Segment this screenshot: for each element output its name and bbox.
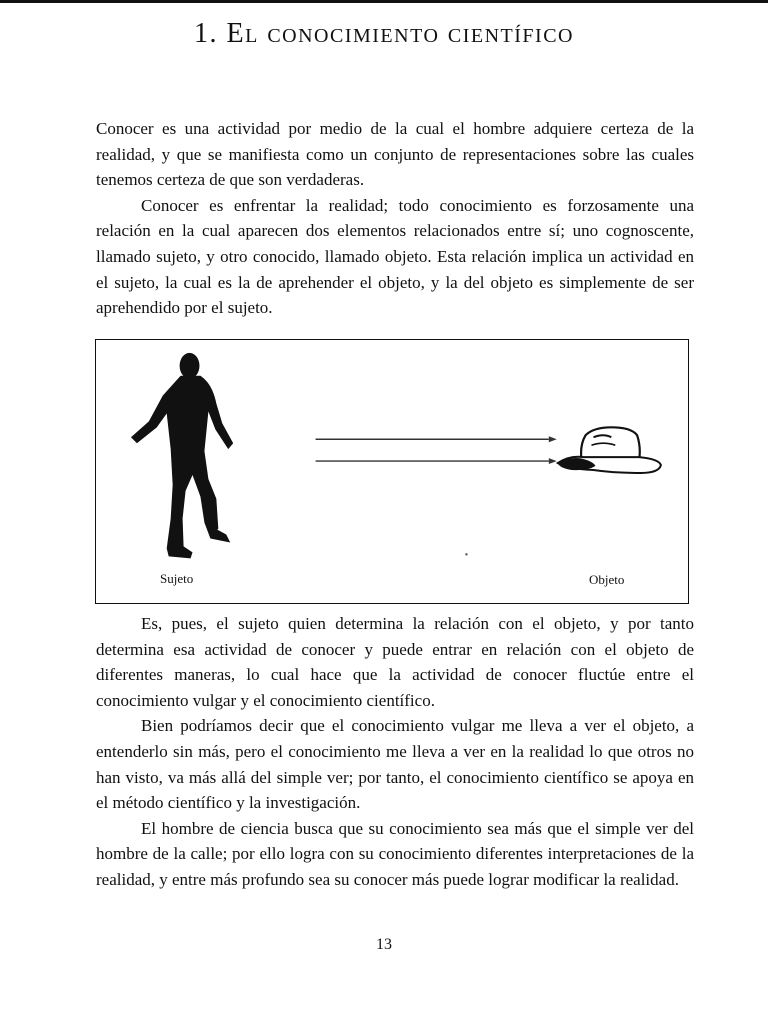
paragraph: Es, pues, el sujeto quien determina la relación con el objeto, y por tanto determina esa actividad de conocer y puede entrar en relación con el objeto de diferentes maneras, lo cual hace que la actividad de conocer fluctúe entre el conocimiento vulgar y el conocimiento científico. <box>96 614 694 710</box>
hat-icon <box>558 427 661 473</box>
intro-text <box>96 116 694 321</box>
chapter-number: 1. <box>194 18 218 49</box>
relation-arrows <box>316 436 557 464</box>
paragraph: El hombre de ciencia busca que su conocimiento sea más que el simple ver del hombre de la calle; por ello logra con su conocimiento diferentes interpretaciones de la realidad, y entre más profundo sea su conocer más puede lograr modificar la realidad. <box>96 818 694 889</box>
chapter-heading <box>0 18 768 50</box>
chapter-title: El conocimiento científico <box>226 18 574 49</box>
subject-object-figure <box>95 339 689 604</box>
figure-drawing <box>96 340 688 603</box>
paragraph: Conocer es enfrentar la realidad; todo conocimiento es forzosamente una relación en la cual aparecen dos elementos relacionados entre sí; uno cognoscente, llamado sujeto, y otro conocido, llamado objeto. Esta relación implica un actividad en el sujeto, la cual es la de aprehender el objeto, y la del objeto es simplemente de ser aprehendido por el sujeto. <box>96 195 694 318</box>
paragraph: Conocer es una actividad por medio de la cual el hombre adquiere certeza de la realidad, y que se manifiesta como un conjunto de representaciones sobre las cuales tenemos certeza de que son verdaderas. <box>96 119 694 190</box>
top-rule <box>0 0 768 3</box>
body-text <box>96 611 694 893</box>
page-number: 13 <box>376 936 392 953</box>
object-label: Objeto <box>589 572 625 587</box>
subject-label: Sujeto <box>160 571 194 586</box>
walking-man-silhouette-icon <box>131 353 233 558</box>
paragraph: Bien podríamos decir que el conocimiento vulgar me lleva a ver el objeto, a entenderlo sin más, pero el conocimiento me lleva a ver en la realidad lo que otros no han visto, va más allá del simple ver; por tanto, el conocimiento científico se apoya en el método científico y la investigación. <box>96 716 694 813</box>
